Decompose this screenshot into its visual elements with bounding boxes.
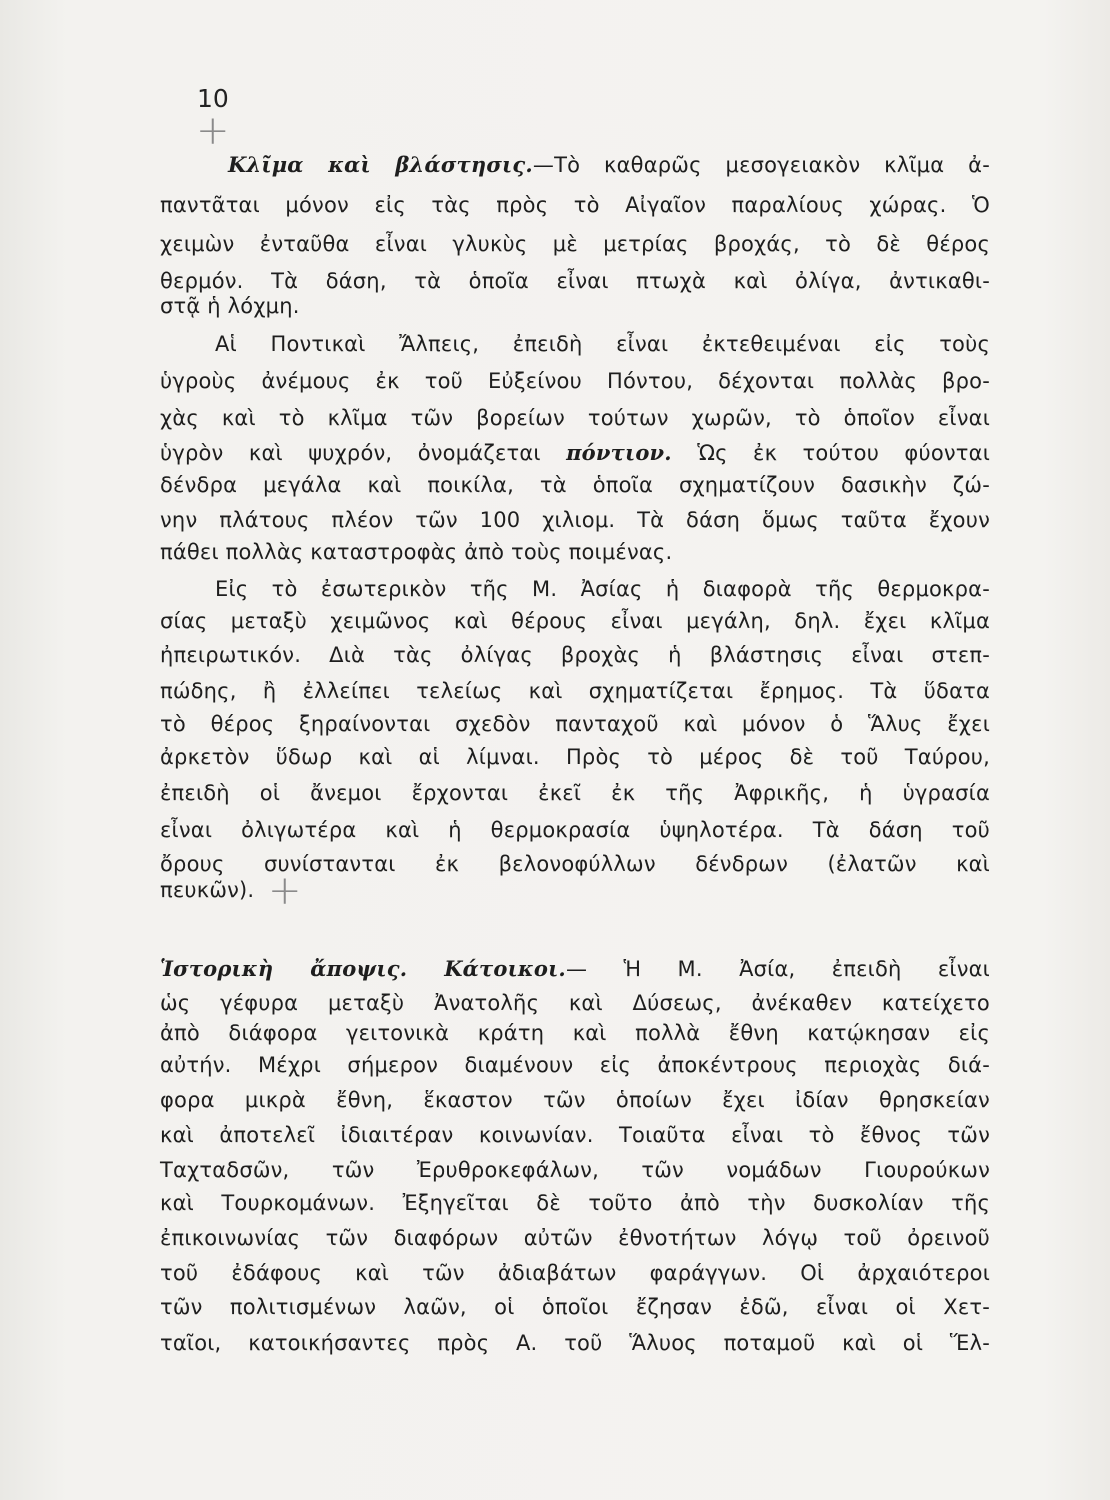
text-line: ἀρκετὸν ὕδωρ καὶ αἱ λίμναι. Πρὸς τὸ μέρος δὲ τοῦ Ταύρου,: [160, 745, 990, 769]
text-line: ἀπὸ διάφορα γειτονικὰ κράτη καὶ πολλὰ ἔθνη κατῴκησαν εἰς: [160, 1021, 990, 1045]
text-line: ὑγρὸν καὶ ψυχρόν, ὀνομάζεται πόντιον. Ὡς ἐκ τούτου φύονται: [160, 440, 991, 465]
text-line: ὄρους συνίστανται ἐκ βελονοφύλλων δένδρων (ἐλατῶν καὶ: [160, 852, 990, 876]
text-line: στᾷ ἡ λόχμη.: [160, 294, 300, 318]
text-line: Ἱστορικὴ ἄποψις. Κάτοικοι.— Ἡ Μ. Ἀσία, ἐπειδὴ εἶναι: [160, 956, 990, 981]
text-line: ταῖοι, κατοικήσαντες πρὸς Α. τοῦ Ἅλυος ποταμοῦ καὶ οἱ Ἕλ-: [160, 1331, 990, 1355]
text-line: σίας μεταξὺ χειμῶνος καὶ θέρους εἶναι μεγάλη, δηλ. ἔχει κλῖμα: [160, 609, 990, 633]
text-line: πάθει πολλὰς καταστροφὰς ἀπὸ τοὺς ποιμένας.: [160, 540, 673, 564]
italic-term: πόντιον.: [566, 440, 672, 465]
text-line: αὐτήν. Μέχρι σήμερον διαμένουν εἰς ἀποκέντρους περιοχὰς διά-: [160, 1053, 990, 1077]
section-heading: Κλῖμα καὶ βλάστησις.: [228, 152, 533, 177]
pencil-cross-mark: +: [268, 868, 302, 914]
text-line: πευκῶν).: [160, 878, 255, 902]
section-heading: Ἱστορικὴ ἄποψις. Κάτοικοι.: [160, 956, 566, 981]
pencil-cross-mark: +: [196, 108, 230, 154]
text-line: Ταχταδσῶν, τῶν Ἐρυθροκεφάλων, τῶν νομάδων Γιουρούκων: [160, 1158, 990, 1182]
page-number: 10: [197, 84, 229, 113]
text-line: Εἰς τὸ ἐσωτερικὸν τῆς Μ. Ἀσίας ἡ διαφορὰ τῆς θερμοκρα-: [215, 577, 990, 601]
text-line: ἐπειδὴ οἱ ἄνεμοι ἔρχονται ἐκεῖ ἐκ τῆς Ἀφρικῆς, ἡ ὑγρασία: [160, 781, 990, 805]
text-line: καὶ ἀποτελεῖ ἰδιαιτέραν κοινωνίαν. Τοιαῦτα εἶναι τὸ ἔθνος τῶν: [160, 1123, 990, 1147]
text-line: χὰς καὶ τὸ κλῖμα τῶν βορείων τούτων χωρῶν, τὸ ὁποῖον εἶναι: [160, 406, 990, 430]
text-line: ὑγροὺς ἀνέμους ἐκ τοῦ Εὐξείνου Πόντου, δέχονται πολλὰς βρο-: [160, 369, 990, 393]
text-line: παντᾶται μόνον εἰς τὰς πρὸς τὸ Αἰγαῖον παραλίους χώρας. Ὁ: [160, 193, 990, 217]
text-line: φορα μικρὰ ἔθνη, ἕκαστον τῶν ὁποίων ἔχει ἰδίαν θρησκείαν: [160, 1088, 990, 1112]
text-line: εἶναι ὀλιγωτέρα καὶ ἡ θερμοκρασία ὑψηλοτέρα. Τὰ δάση τοῦ: [160, 818, 990, 842]
text-line: πώδης, ἢ ἐλλείπει τελείως καὶ σχηματίζεται ἔρημος. Τὰ ὕδατα: [160, 679, 990, 703]
text-line: τοῦ ἐδάφους καὶ τῶν ἀδιαβάτων φαράγγων. Οἱ ἀρχαιότεροι: [160, 1261, 990, 1285]
text-line: καὶ Τουρκομάνων. Ἐξηγεῖται δὲ τοῦτο ἀπὸ τὴν δυσκολίαν τῆς: [160, 1191, 990, 1215]
text-line: δένδρα μεγάλα καὶ ποικίλα, τὰ ὁποῖα σχηματίζουν δασικὴν ζώ-: [160, 473, 990, 497]
text-line: Αἱ Ποντικαὶ Ἄλπεις, ἐπειδὴ εἶναι ἐκτεθειμέναι εἰς τοὺς: [215, 332, 990, 356]
text-line: χειμὼν ἐνταῦθα εἶναι γλυκὺς μὲ μετρίας βροχάς, τὸ δὲ θέρος: [160, 232, 990, 256]
text-line: τῶν πολιτισμένων λαῶν, οἱ ὁποῖοι ἔζησαν ἐδῶ, εἶναι οἱ Χετ-: [160, 1295, 990, 1319]
text-line: ἠπειρωτικόν. Διὰ τὰς ὀλίγας βροχὰς ἡ βλάστησις εἶναι στεπ-: [160, 643, 990, 667]
text-line: ὡς γέφυρα μεταξὺ Ἀνατολῆς καὶ Δύσεως, ἀνέκαθεν κατείχετο: [160, 991, 990, 1015]
text-line: θερμόν. Τὰ δάση, τὰ ὁποῖα εἶναι πτωχὰ καὶ ὀλίγα, ἀντικαθι-: [160, 269, 990, 293]
text-line: ἐπικοινωνίας τῶν διαφόρων αὐτῶν ἐθνοτήτων λόγῳ τοῦ ὀρεινοῦ: [160, 1226, 990, 1250]
text-line: Κλῖμα καὶ βλάστησις.—Τὸ καθαρῶς μεσογειακὸν κλῖμα ἀ-: [228, 152, 991, 177]
text-line: νην πλάτους πλέον τῶν 100 χιλιομ. Τὰ δάση ὅμως ταῦτα ἔχουν: [160, 508, 990, 532]
text-line: τὸ θέρος ξηραίνονται σχεδὸν πανταχοῦ καὶ μόνον ὁ Ἅλυς ἔχει: [160, 712, 990, 736]
